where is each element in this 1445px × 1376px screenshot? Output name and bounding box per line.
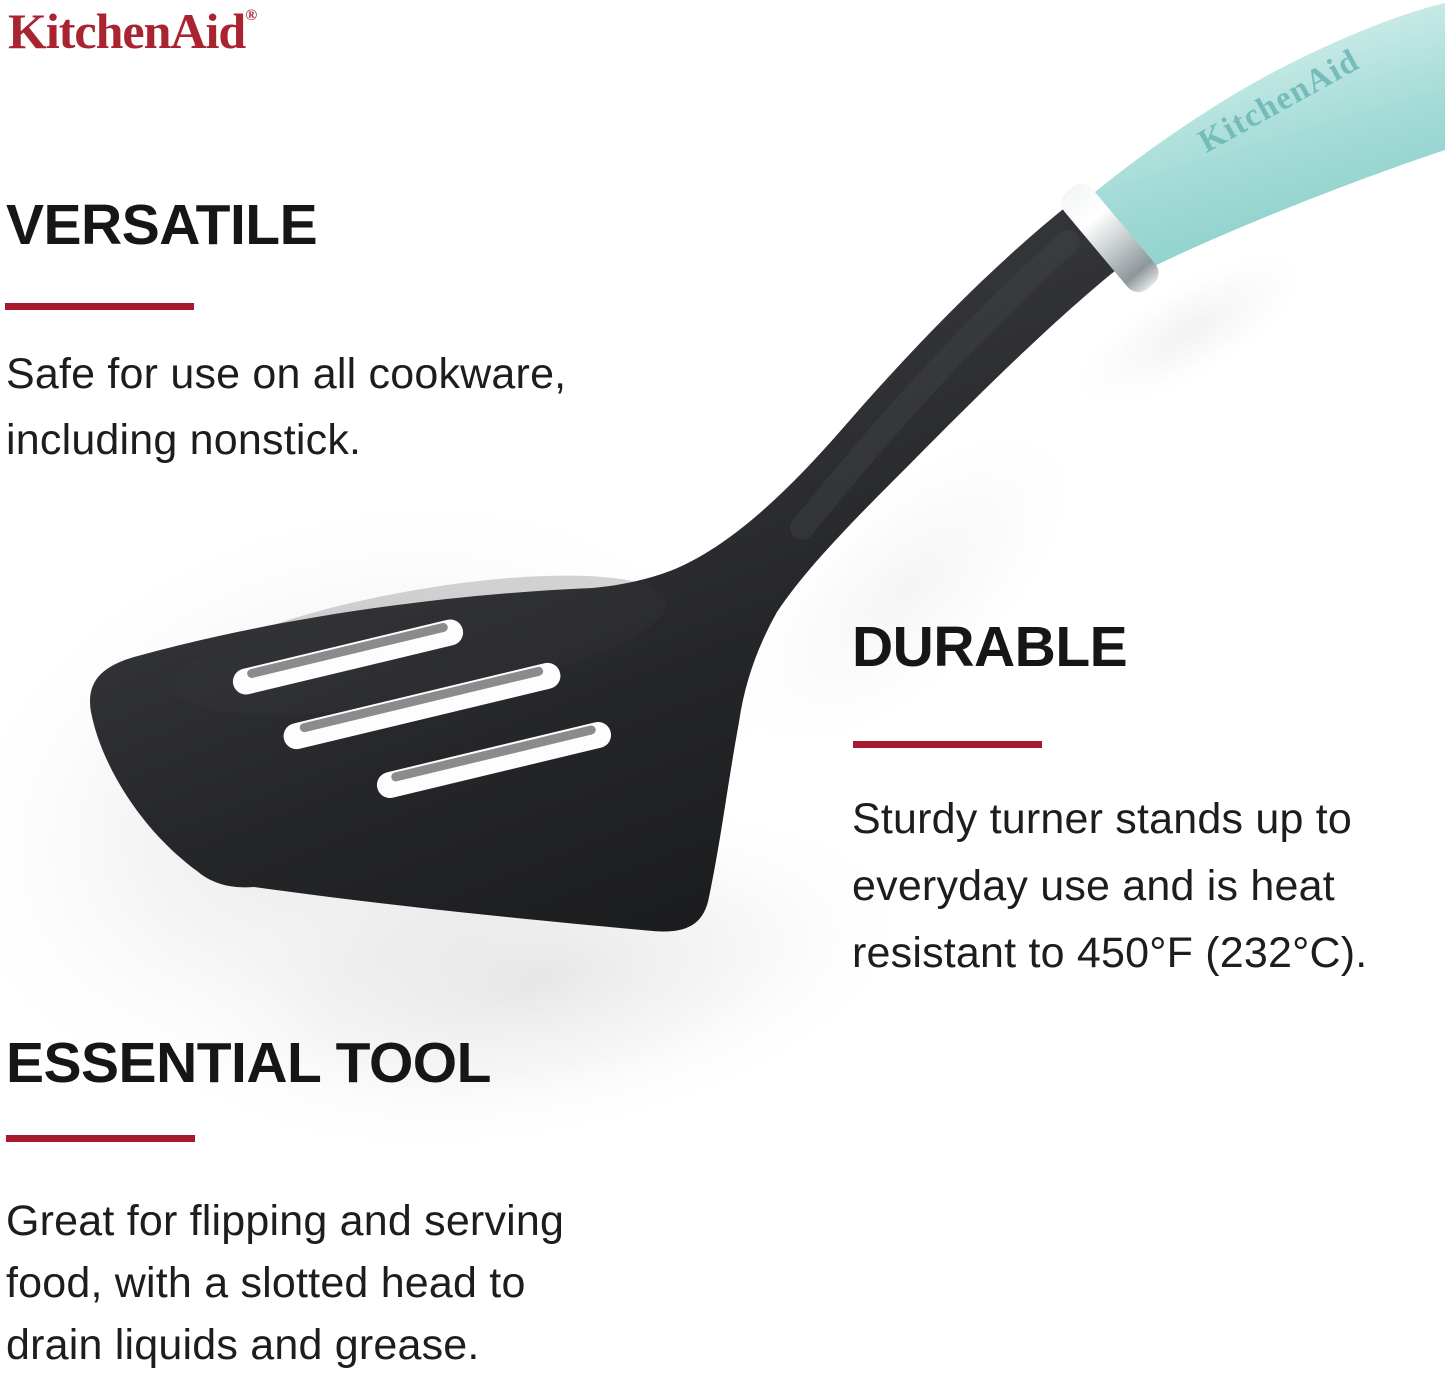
durable-line-1: Sturdy turner stands up to xyxy=(852,795,1352,843)
registered-trademark-symbol: ® xyxy=(245,7,258,24)
durable-line-3: resistant to 450°F (232°C). xyxy=(852,929,1368,977)
kitchenaid-logo-text: KitchenAid xyxy=(8,3,246,59)
versatile-line-2: including nonstick. xyxy=(6,416,362,464)
versatile-title: VERSATILE xyxy=(6,193,318,257)
durable-title: DURABLE xyxy=(852,615,1128,679)
durable-line-2: everyday use and is heat xyxy=(852,862,1335,910)
essential-tool-title: ESSENTIAL TOOL xyxy=(6,1031,491,1095)
versatile-line-1: Safe for use on all cookware, xyxy=(6,350,567,398)
handle xyxy=(1078,3,1445,270)
essential-line-1: Great for flipping and serving xyxy=(6,1197,565,1245)
handle-embossed-logo: KitchenAid xyxy=(1192,42,1366,161)
essential-line-3: drain liquids and grease. xyxy=(6,1321,480,1369)
handle-body xyxy=(1078,3,1445,270)
essential-line-2: food, with a slotted head to xyxy=(6,1259,526,1307)
